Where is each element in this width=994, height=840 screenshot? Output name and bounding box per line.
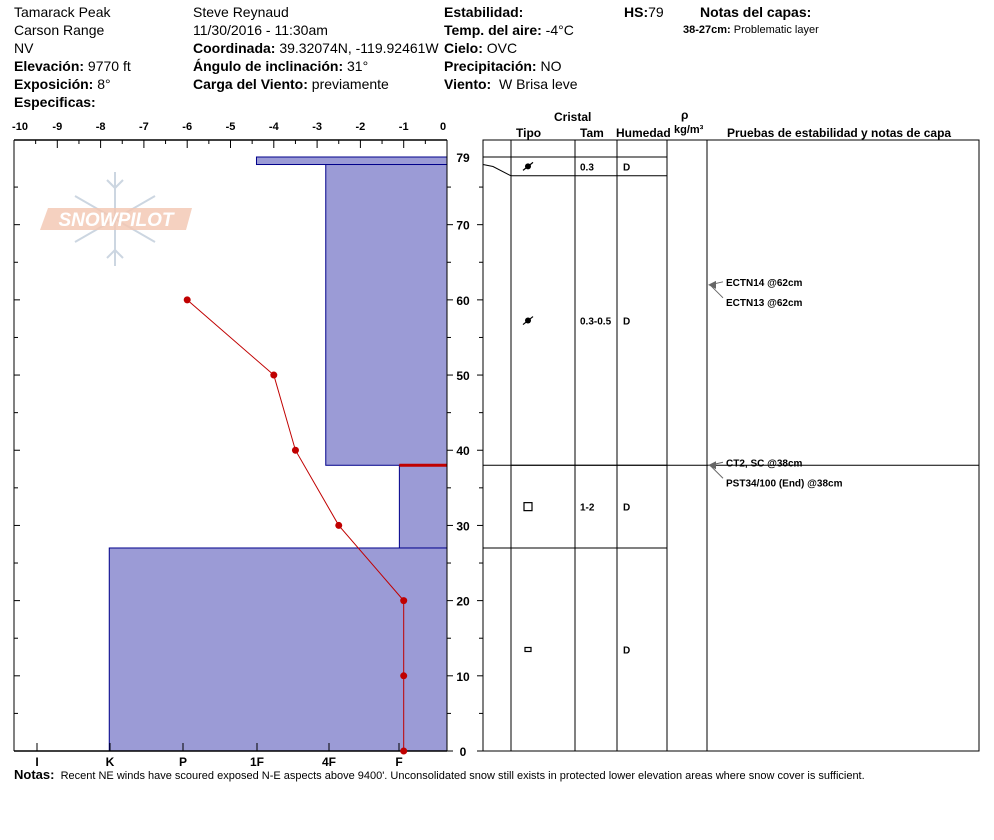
depth-tick-label: 20	[456, 594, 470, 609]
depth-tick-label: 50	[456, 369, 470, 384]
temp-tick-label: -1	[398, 121, 409, 133]
elevation-label: Elevación:	[14, 58, 85, 74]
hardness-tick-label: K	[105, 755, 115, 769]
arrow-head-icon	[708, 461, 716, 469]
sky-value: OVC	[486, 40, 518, 56]
hardness-layer	[109, 548, 447, 751]
grain-size: 0.3-0.5	[580, 316, 612, 328]
notes-text: Recent NE winds have scoured exposed N-E aspects above 9400'. Unconsolidated snow still exists in protected lower elevation areas where snow cover is sufficient.	[60, 770, 865, 782]
aspect-label: Exposición:	[14, 76, 94, 92]
temperature-point	[400, 597, 407, 604]
stability-test-label: ECTN13 @62cm	[726, 297, 803, 309]
temp-tick-label: -8	[95, 121, 106, 133]
precip-value: NO	[540, 58, 562, 74]
temperature-point	[292, 447, 299, 454]
layer-note-range: 38-27cm:	[683, 24, 731, 36]
hardness-layer	[399, 465, 447, 548]
temperature-point	[400, 672, 407, 679]
depth-tick-label: 0	[459, 745, 467, 759]
grain-moisture: D	[623, 645, 631, 657]
stability-label: Estabilidad:	[444, 4, 524, 20]
hs-value: 79	[648, 4, 664, 20]
location: Tamarack Peak	[14, 4, 111, 20]
air-temp-label: Temp. del aire:	[444, 22, 542, 38]
temperature-point	[184, 296, 191, 303]
stability-test-label: PST34/100 (End) @38cm	[726, 478, 843, 490]
temp-tick-label: 0	[439, 121, 447, 133]
depth-tick-label: 60	[456, 293, 470, 308]
temp-tick-label: -10	[12, 121, 28, 133]
slope-label: Ángulo de inclinación:	[193, 58, 344, 74]
temperature-point	[335, 522, 342, 529]
stability-test-label: ECTN14 @62cm	[726, 277, 803, 289]
layer-note-text: Problematic layer	[733, 24, 819, 36]
sky-label: Cielo:	[444, 40, 483, 56]
depth-tick-label: 30	[456, 519, 470, 534]
temp-tick-label: -5	[225, 121, 236, 133]
wind-load-value: previamente	[311, 76, 389, 92]
temperature-point	[270, 372, 277, 379]
observer: Steve Reynaud	[193, 4, 289, 20]
grain-size: 0.3	[580, 162, 594, 174]
hardness-tick-label: 4F	[321, 755, 337, 769]
col-density-unit: kg/m³	[674, 124, 704, 136]
footer-notes	[14, 766, 865, 785]
col-density-symbol: ρ	[681, 108, 689, 122]
depth-tick-label: 40	[456, 444, 470, 459]
temp-tick-label: -9	[52, 121, 63, 133]
air-temp-value: -4°C	[545, 22, 574, 38]
hardness-tick-label: 1F	[249, 755, 265, 769]
temp-tick-label: -7	[139, 121, 149, 133]
stability-test-label: CT2, SC @38cm	[726, 458, 803, 470]
elevation-value: 9770 ft	[87, 58, 131, 74]
hardness-tick-label: I	[35, 755, 39, 769]
coord-value: 39.32074N, -119.92461W	[279, 40, 439, 56]
coord-label: Coordinada:	[193, 40, 276, 56]
depth-tick-label: 79	[456, 151, 470, 165]
hardness-tick-label: P	[178, 755, 188, 769]
grain-moisture: D	[623, 316, 631, 328]
hardness-tick-label: F	[395, 755, 403, 769]
wind-label: Viento:	[444, 76, 492, 92]
aspect-value: 8°	[97, 76, 111, 92]
table-border	[483, 140, 979, 751]
state: NV	[14, 40, 34, 56]
depth-tick-label: 70	[456, 218, 470, 233]
connector-line	[483, 165, 511, 176]
hs-label: HS:	[624, 4, 649, 20]
hardness-layer	[326, 165, 447, 466]
grain-moisture: D	[623, 162, 631, 174]
col-size: Tam	[580, 126, 604, 140]
col-type: Tipo	[516, 126, 542, 140]
wind-load-label: Carga del Viento:	[193, 76, 308, 92]
col-tests: Pruebas de estabilidad y notas de capa	[727, 126, 952, 140]
temp-tick-label: -6	[182, 121, 193, 133]
logo-text: SNOWPILOT	[58, 210, 174, 231]
wind-value: W Brisa leve	[498, 76, 578, 92]
grain-type-icon	[525, 647, 531, 651]
arrow-head-icon	[708, 281, 716, 289]
range: Carson Range	[14, 22, 105, 38]
depth-tick-label: 10	[456, 669, 470, 684]
temp-tick-label: -3	[312, 121, 322, 133]
grain-type-icon	[524, 503, 532, 511]
precip-label: Precipitación:	[444, 58, 537, 74]
snowpilot-logo	[40, 172, 192, 266]
col-moisture: Humedad	[616, 126, 671, 140]
specifics-label: Especificas:	[14, 94, 96, 110]
slope-value: 31°	[347, 58, 369, 74]
notes-label: Notas:	[14, 767, 55, 782]
datetime: 11/30/2016 - 11:30am	[193, 22, 328, 38]
layer-notes-label: Notas del capas:	[700, 4, 812, 20]
hardness-layer	[256, 157, 447, 165]
grain-moisture: D	[623, 502, 631, 514]
temperature-point	[400, 748, 407, 755]
grain-size: 1-2	[580, 502, 595, 514]
col-crystal: Cristal	[554, 110, 592, 124]
temp-tick-label: -2	[355, 121, 366, 133]
temp-tick-label: -4	[268, 121, 279, 133]
